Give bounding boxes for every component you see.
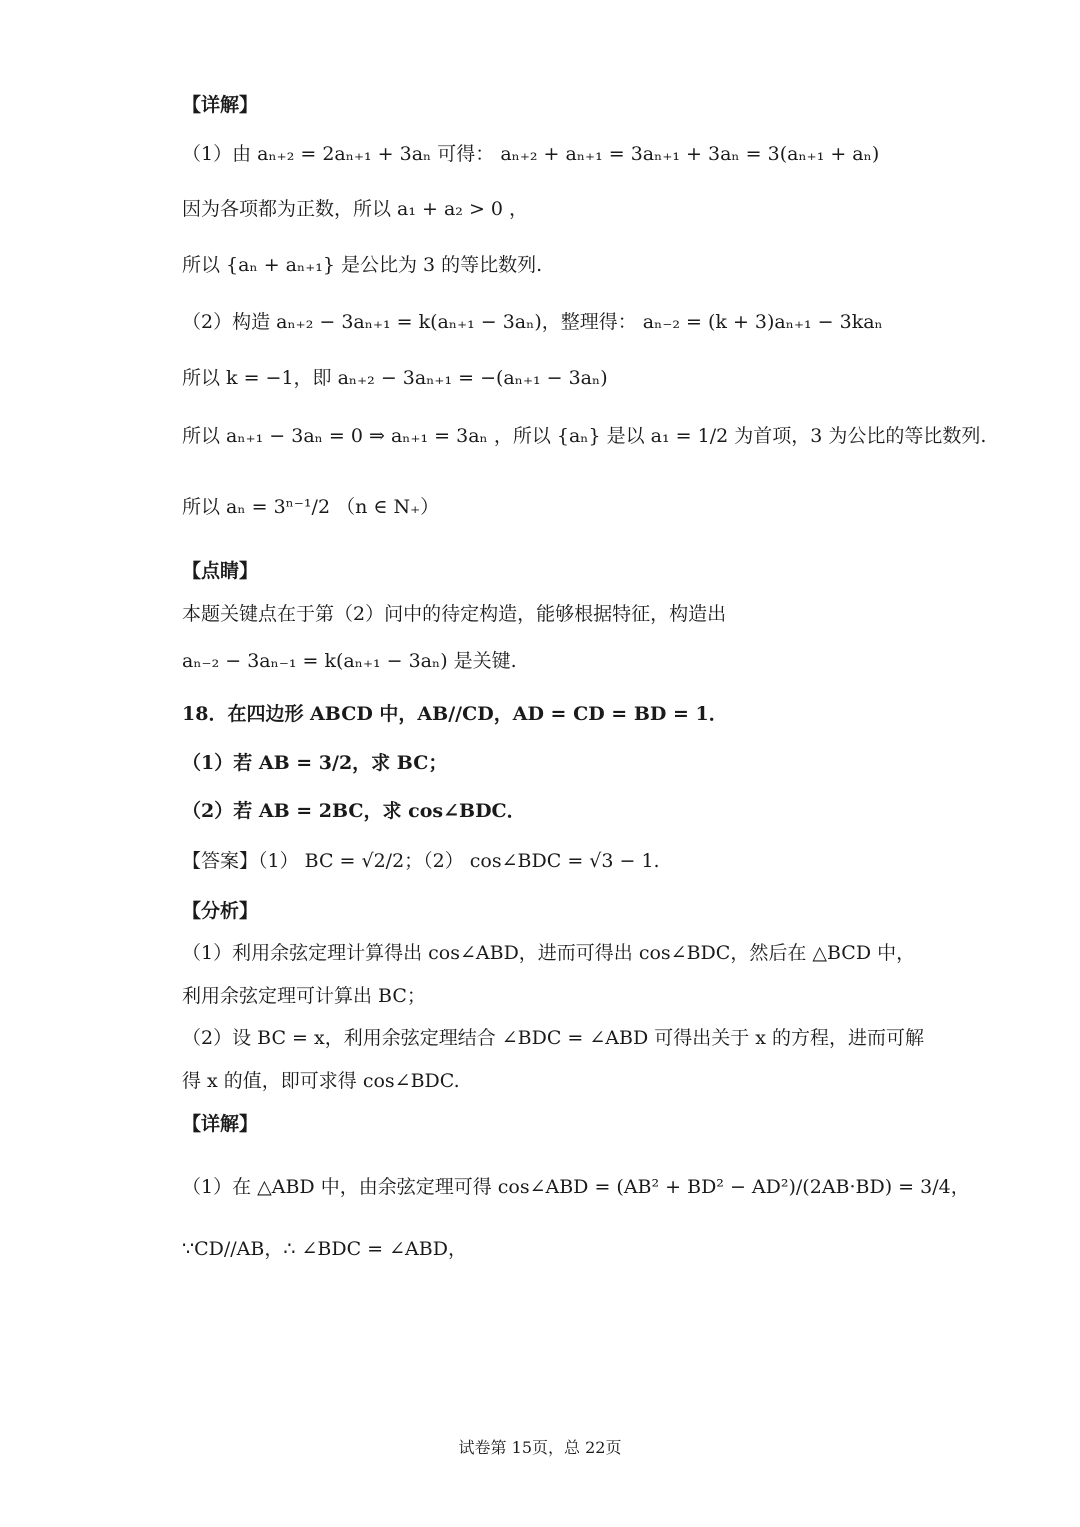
text-line: （2）设 BC = x，利用余弦定理结合 ∠BDC = ∠ABD 可得出关于 x 的方程，进而可解 xyxy=(182,1027,925,1049)
text-line: 【点睛】 xyxy=(182,560,259,582)
text-line: （1）由 aₙ₊₂ = 2aₙ₊₁ + 3aₙ 可得： aₙ₊₂ + aₙ₊₁ = 3aₙ₊₁ + 3aₙ = 3(aₙ₊₁ + aₙ) xyxy=(182,143,880,165)
text-line: aₙ₋₂ − 3aₙ₋₁ = k(aₙ₊₁ − 3aₙ) 是关键. xyxy=(182,650,517,672)
text-line: 所以 {aₙ + aₙ₊₁} 是公比为 3 的等比数列. xyxy=(182,254,543,276)
text-line: 【分析】 xyxy=(182,900,259,922)
text-line: 所以 aₙ₊₁ − 3aₙ = 0 ⇒ aₙ₊₁ = 3aₙ ，所以 {aₙ} 是以 a₁ = 1/2 为首项，3 为公比的等比数列. xyxy=(182,425,987,447)
text-line: 【答案】（1） BC = √2/2；（2） cos∠BDC = √3 − 1. xyxy=(182,850,660,872)
text-line: 【详解】 xyxy=(182,1113,259,1135)
text-line: （2）构造 aₙ₊₂ − 3aₙ₊₁ = k(aₙ₊₁ − 3aₙ)，整理得： aₙ₋₂ = (k + 3)aₙ₊₁ − 3kaₙ xyxy=(182,311,883,333)
text-line: 18．在四边形 ABCD 中，AB//CD，AD = CD = BD = 1． xyxy=(182,703,728,725)
page-footer: 试卷第 15页，总 22页 xyxy=(458,1438,622,1457)
text-line: （1）利用余弦定理计算得出 cos∠ABD，进而可得出 cos∠BDC，然后在 △BCD 中， xyxy=(182,942,916,964)
text-line: 【详解】 xyxy=(182,94,259,116)
text-line: 本题关键点在于第（2）问中的待定构造，能够根据特征，构造出 xyxy=(182,603,727,625)
text-line: 利用余弦定理可计算出 BC； xyxy=(182,985,426,1007)
text-line: （2）若 AB = 2BC，求 cos∠BDC． xyxy=(182,800,526,822)
text-line: ∵CD//AB，∴ ∠BDC = ∠ABD， xyxy=(182,1238,467,1260)
text-line: （1）在 △ABD 中，由余弦定理可得 cos∠ABD = (AB² + BD² − AD²)/(2AB·BD) = 3/4， xyxy=(182,1176,970,1198)
text-line: 所以 k = −1，即 aₙ₊₂ − 3aₙ₊₁ = −(aₙ₊₁ − 3aₙ) xyxy=(182,367,608,389)
text-line: 得 x 的值，即可求得 cos∠BDC. xyxy=(182,1070,460,1092)
text-line: （1）若 AB = 3/2，求 BC； xyxy=(182,752,448,774)
text-line: 因为各项都为正数，所以 a₁ + a₂ > 0 ， xyxy=(182,198,529,220)
text-line: 所以 aₙ = 3ⁿ⁻¹/2 （n ∈ N₊） xyxy=(182,496,440,518)
